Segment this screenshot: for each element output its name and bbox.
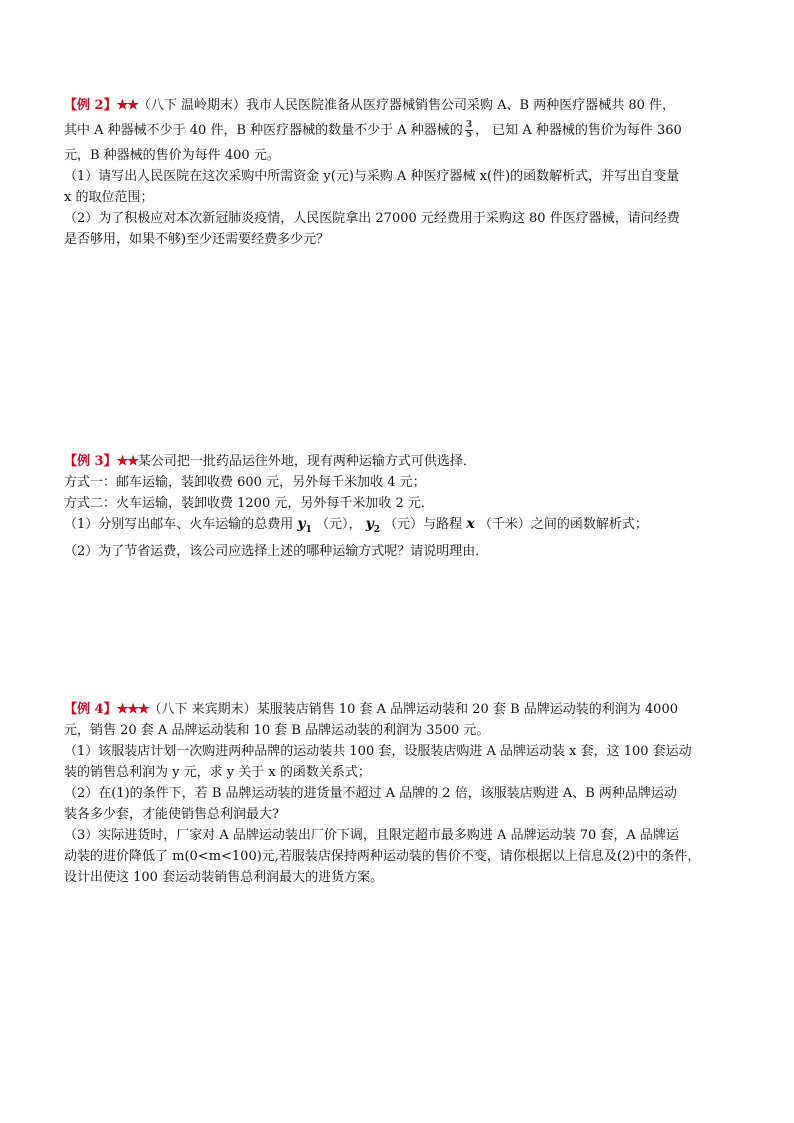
ex4-source: （八下 来宾期末） [148, 702, 257, 717]
ex2-question-2b: 是否够用，如果不够)至少还需要经费多少元？ [64, 232, 330, 247]
ex3-q1-text-a: （1）分别写出邮车、火车运输的总费用 [64, 517, 294, 532]
var-y2-subscript: 2 [373, 524, 381, 535]
ex2-line-1 [64, 95, 734, 116]
ex2-question-1b: x 的取位范围； [64, 190, 154, 205]
ex3-text-1: 某公司把一批药品运往外地，现有两种运输方式可供选择． [137, 454, 476, 469]
ex4-line-2: 元，销售 20 套 A 品牌运动装和 10 套 B 品牌运动装的利润为 3500 元。 [64, 723, 490, 738]
var-y2-symbol: y [365, 516, 374, 532]
ex4-question-2b: 装各多少套，才能使销售总利润最大? [64, 807, 279, 822]
ex2-tag: 【例 2】 [64, 98, 117, 113]
ex3-q1-text-c: （元）与路程 [384, 517, 463, 532]
ex2-question-2a: （2）为了积极应对本次新冠肺炎疫情，人民医院拿出 27000 元经费用于采购这 80 件医疗器械，请问经费 [64, 211, 680, 226]
ex4-text-1: 某服装店销售 10 套 A 品牌运动装和 20 套 B 品牌运动装的利润为 4000 [256, 702, 678, 717]
ex2-source: （八下 温岭期末） [137, 98, 247, 113]
ex3-q1-text-b: （元）， [315, 517, 362, 532]
var-y1 [297, 516, 312, 535]
ex4-question-3b: 动装的进价降低了 m(0<m<100)元,若服装店保持两种运动装的售价不变，请你根据以上信息及(2)中的条件， [64, 849, 701, 864]
ex4-difficulty-stars: ★★★ [116, 702, 149, 717]
ex3-line-2: 方式一：邮车运输，装卸收费 600 元，另外每千米加收 4 元； [64, 475, 426, 490]
fraction-three-fifths [465, 121, 473, 140]
ex2-line-3: 元，B 种器械的售价为每件 400 元。 [64, 148, 280, 163]
ex2-line-2 [64, 116, 734, 145]
ex2-text-1: 我市人民医院准备从医疗器械销售公司采购 A、B 两种医疗器械共 80 件， [246, 98, 676, 113]
ex2-question-1a: （1）请写出人民医院在这次采购中所需资金 y(元)与采购 A 种医疗器械 x(件)的函数解析式，并写出自变量 [64, 169, 680, 184]
var-y1-subscript: 1 [305, 524, 312, 535]
ex3-question-1 [64, 514, 734, 541]
ex3-difficulty-stars: ★★ [116, 454, 138, 469]
ex4-line-1 [64, 699, 734, 720]
example-2 [64, 95, 734, 250]
ex4-question-3c: 设计出使这 100 套运动装销售总利润最大的进货方案。 [64, 870, 384, 885]
ex4-question-2a: （2）在(1)的条件下，若 B 品牌运动装的进货量不超过 A 品牌的 2 倍，该服装店购进 A、B 两种品牌运动 [64, 786, 677, 801]
ex3-question-2: （2）为了节省运费，该公司应选择上述的哪种运输方式呢？请说明理由． [64, 543, 489, 559]
example-3 [64, 451, 734, 562]
ex3-line-1 [64, 451, 734, 472]
var-y1-symbol: y [297, 516, 306, 532]
ex3-tag: 【例 3】 [64, 454, 117, 469]
ex4-question-1a: （1）该服装店计划一次购进两种品牌的运动装共 100 套，设服装店购进 A 品牌运动装 x 套，这 100 套运动 [64, 744, 692, 759]
fraction-numerator: 3 [465, 120, 473, 130]
ex2-text-2b: ， 已知 A 种器械的售价为每件 360 [475, 123, 682, 138]
ex3-line-3: 方式二：火车运输，装卸收费 1200 元，另外每千米加收 2 元． [64, 496, 434, 511]
var-x: x [466, 516, 475, 532]
ex4-question-3a: （3）实际进货时，厂家对 A 品牌运动装出厂价下调，且限定超市最多购进 A 品牌运动装 70 套，A 品牌运 [64, 828, 679, 843]
fraction-denominator: 5 [465, 130, 473, 140]
ex4-tag: 【例 4】 [64, 702, 117, 717]
ex4-question-1b: 装的销售总利润为 y 元，求 y 关于 x 的函数关系式； [64, 765, 371, 780]
var-y2 [365, 516, 381, 535]
ex2-text-2a: 其中 A 种器械不少于 40 件，B 种医疗器械的数量不少于 A 种器械的 [64, 123, 463, 138]
ex2-difficulty-stars: ★★ [116, 98, 138, 113]
ex3-q1-text-d: （千米）之间的函数解析式； [478, 517, 648, 532]
example-4 [64, 699, 734, 888]
